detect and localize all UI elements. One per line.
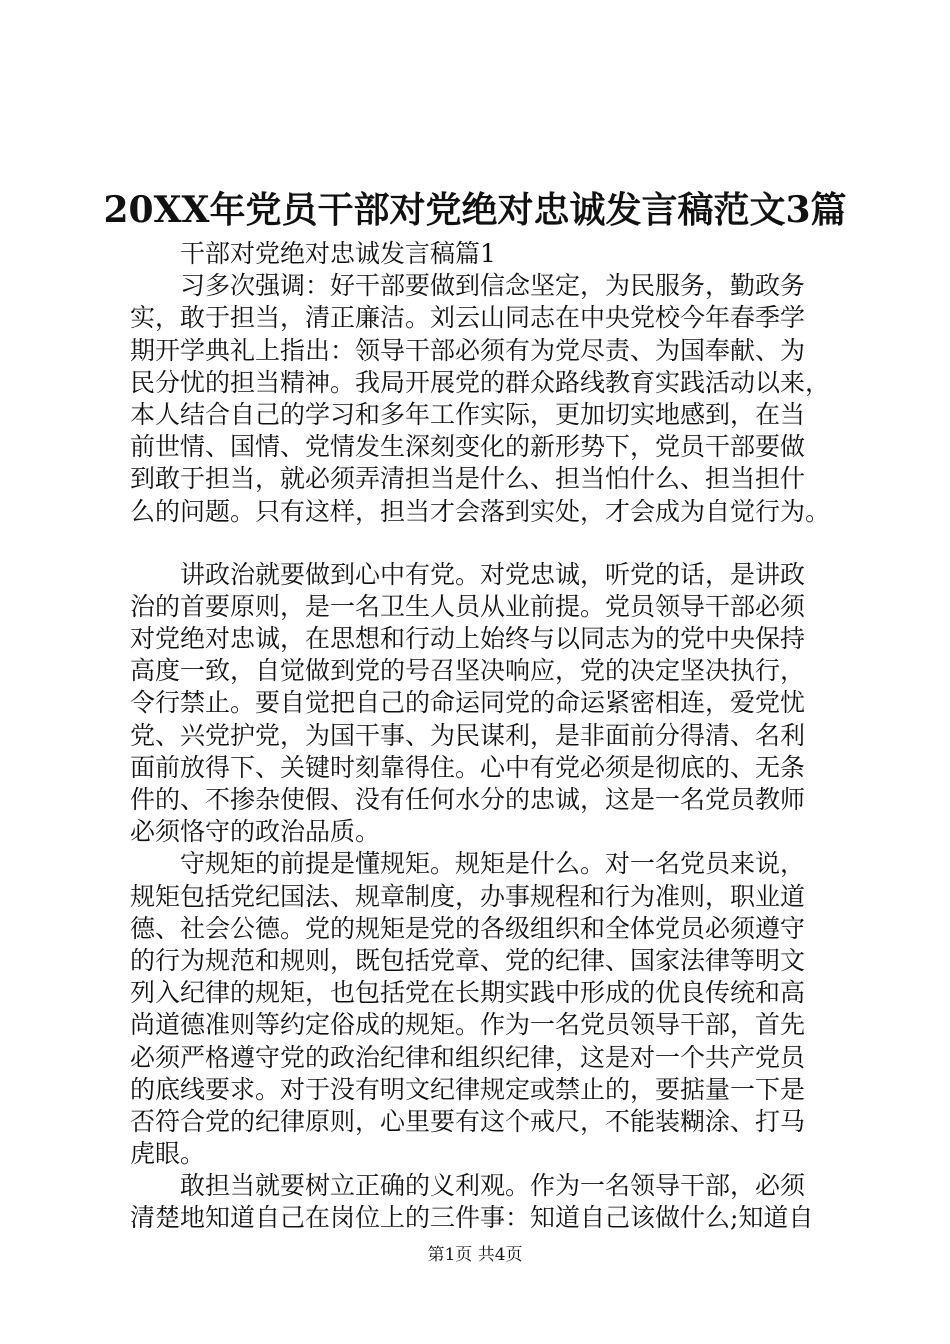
page-footer: 第1页 共4页 [427,1245,523,1265]
text-line: 实，敢于担当，清正廉洁。刘云山同志在中央党校今年春季学 [130,303,806,333]
text-line: 守规矩的前提是懂规矩。规矩是什么。对一名党员来说， [180,849,806,879]
text-line: 件的、不掺杂使假、没有任何水分的忠诚，这是一名党员教师 [130,785,806,814]
text-line: 尚道德准则等约定俗成的规矩。作为一名党员领导干部，首先 [130,1010,806,1040]
text-line: 高度一致，自觉做到党的号召坚决响应，党的决定坚决执行， [130,656,806,686]
text-line: 否符合党的纪律原则，心里要有这个戒尺，不能装糊涂、打马 [130,1106,806,1136]
text-line: 列入纪律的规矩，也包括党在长期实践中形成的优良传统和高 [130,978,806,1008]
text-line: 本人结合自己的学习和多年工作实际，更加切实地感到，在当 [130,399,806,429]
section-heading: 干部对党绝对忠诚发言稿篇1 [180,239,496,268]
text-line: 必须严格遵守党的政治纪律和组织纪律，这是对一个共产党员 [130,1042,806,1072]
text-line: 到敢于担当，就必须弄清担当是什么、担当怕什么、担当担什 [130,464,806,494]
document-body [130,238,830,1267]
text-line: 清楚地知道自己在岗位上的三件事：知道自己该做什么;知道自 [130,1203,814,1233]
text-line: 面前放得下、关键时刻靠得住。心中有党必须是彻底的、无条 [130,752,806,782]
text-line: 的底线要求。对于没有明文纪律规定或禁止的，要掂量一下是 [130,1074,806,1104]
document-title: 20XX年党员干部对党绝对忠诚发言稿范文3篇 [103,189,847,231]
text-line: 民分忧的担当精神。我局开展党的群众路线教育实践活动以来， [130,367,830,397]
text-line: 讲政治就要做到心中有党。对党忠诚，听党的话，是讲政 [180,559,806,589]
text-line: 治的首要原则，是一名卫生人员从业前提。党员领导干部必须 [130,591,806,621]
text-line: 虎眼。 [130,1139,206,1169]
text-line: 德、社会公德。党的规矩是党的各级组织和全体党员必须遵守 [130,913,806,943]
text-line: 对党绝对忠诚，在思想和行动上始终与以同志为的党中央保持 [130,624,806,654]
text-line: 么的问题。只有这样，担当才会落到实处，才会成为自觉行为。 [130,496,830,526]
text-line: 敢担当就要树立正确的义利观。作为一名领导干部，必须 [180,1171,806,1201]
text-line: 党、兴党护党，为国干事、为民谋利，是非面前分得清、名利 [130,720,806,750]
text-line: 习多次强调：好干部要做到信念坚定，为民服务，勤政务 [180,271,806,301]
text-line: 令行禁止。要自觉把自己的命运同党的命运紧密相连，爱党忧 [130,688,806,718]
text-line: 规矩包括党纪国法、规章制度，办事规程和行为准则，职业道 [130,881,806,911]
paragraph-gap [130,528,830,559]
text-line: 前世情、国情、党情发生深刻变化的新形势下，党员干部要做 [130,432,806,462]
text-line: 期开学典礼上指出：领导干部必须有为党尽责、为国奉献、为 [130,335,806,365]
text-line: 必须恪守的政治品质。 [130,817,381,847]
text-line: 的行为规范和规则，既包括党章、党的纪律、国家法律等明文 [130,945,806,975]
